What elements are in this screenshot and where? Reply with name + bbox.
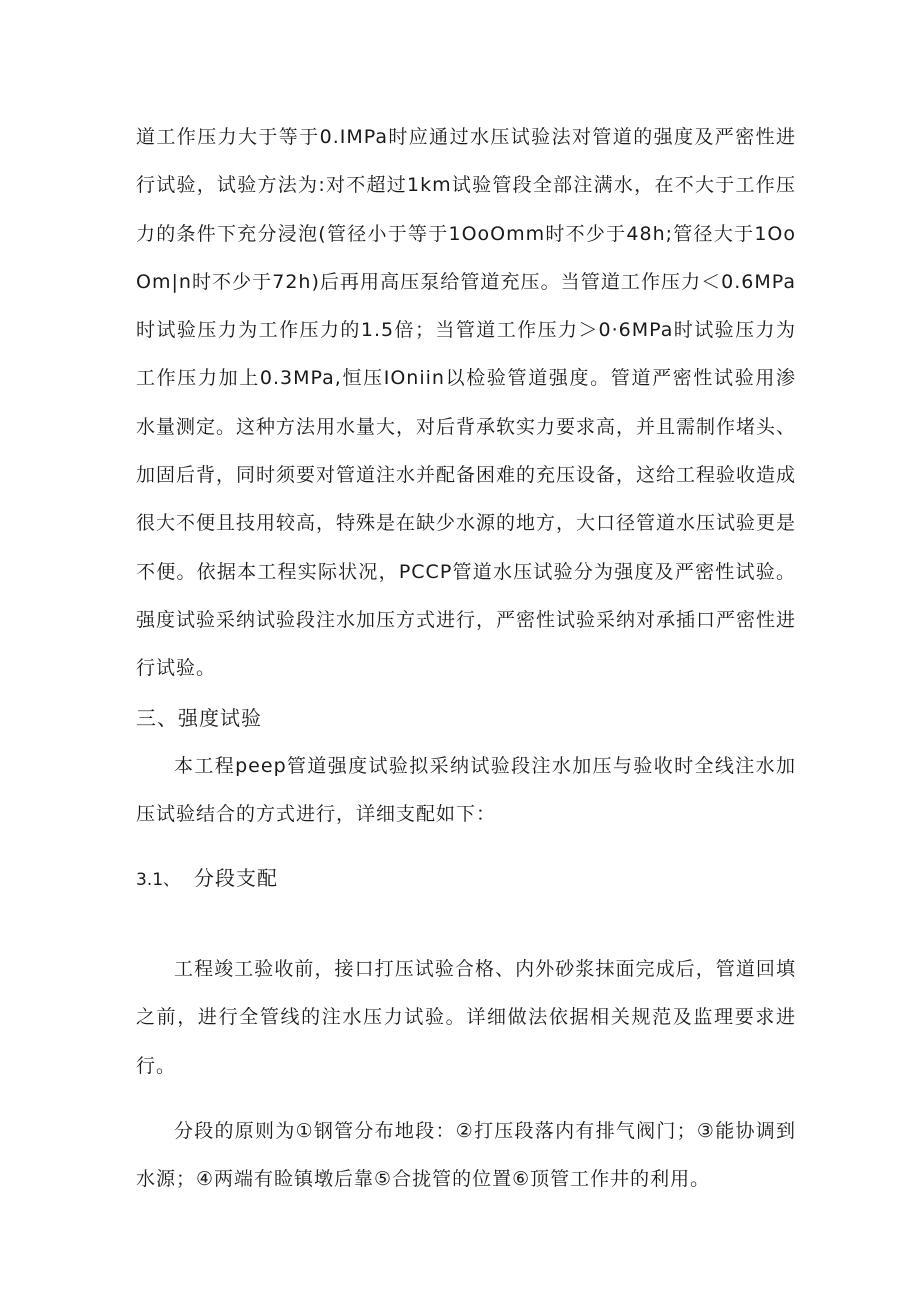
paragraph-segmentation-principles: 分段的原则为①钢管分布地段：②打压段落内有排气阀门；③能协调到水源；④两端有睑镇墩后靠⑤合拢管的位置⑥顶管工作井的利用。 [136, 1120, 796, 1191]
subsection-heading-segmentation [136, 854, 796, 904]
subsection-title: 分段支配 [194, 866, 279, 890]
paragraph-pressure-test-method: 道工作压力大于等于0.IMPa时应通过水压试验法对管道的强度及严密性进行试验，试验方法为:对不超过1km试验管段全部注满水，在不大于工作压力的条件下充分浸泡(管径小于等于1OoOmm时不少于48h;管径大于1OoOm|n时不少于72h)后再用高压泵给管道充压。当管道工作压力＜0.6MPa时试验压力为工作压力的1.5倍；当管道工作压力＞0·6MPa时试验压力为工作压力加上0.3MPa,恒压IOniin以检验管道强度。管道严密性试验用渗水量测定。这种方法用水量大，对后背承软实力要求高，并且需制作堵头、加固后背，同时须要对管道注水并配备困难的充压设备，这给工程验收造成很大不便且技用较高，特殊是在缺少水源的地方，大口径管道水压试验更是不便。依据本工程实际状况，PCCP管道水压试验分为强度及严密性试验。强度试验采纳试验段注水加压方式进行，严密性试验采纳对承插口严密性进行试验。 [136, 126, 797, 680]
section-heading-strength-test: 三、强度试验 [136, 706, 262, 730]
paragraph-completion-test: 工程竣工验收前，接口打压试验合格、内外砂浆抹面完成后，管道回填之前，进行全管线的注水压力试验。详细做法依据相关规范及监理要求进行。 [136, 958, 796, 1077]
subsection-number: 3.1、 [136, 870, 181, 890]
paragraph-strength-test-plan: 本工程peep管道强度试验拟采纳试验段注水加压与验收时全线注水加压试验结合的方式进行，详细支配如下： [136, 755, 796, 826]
